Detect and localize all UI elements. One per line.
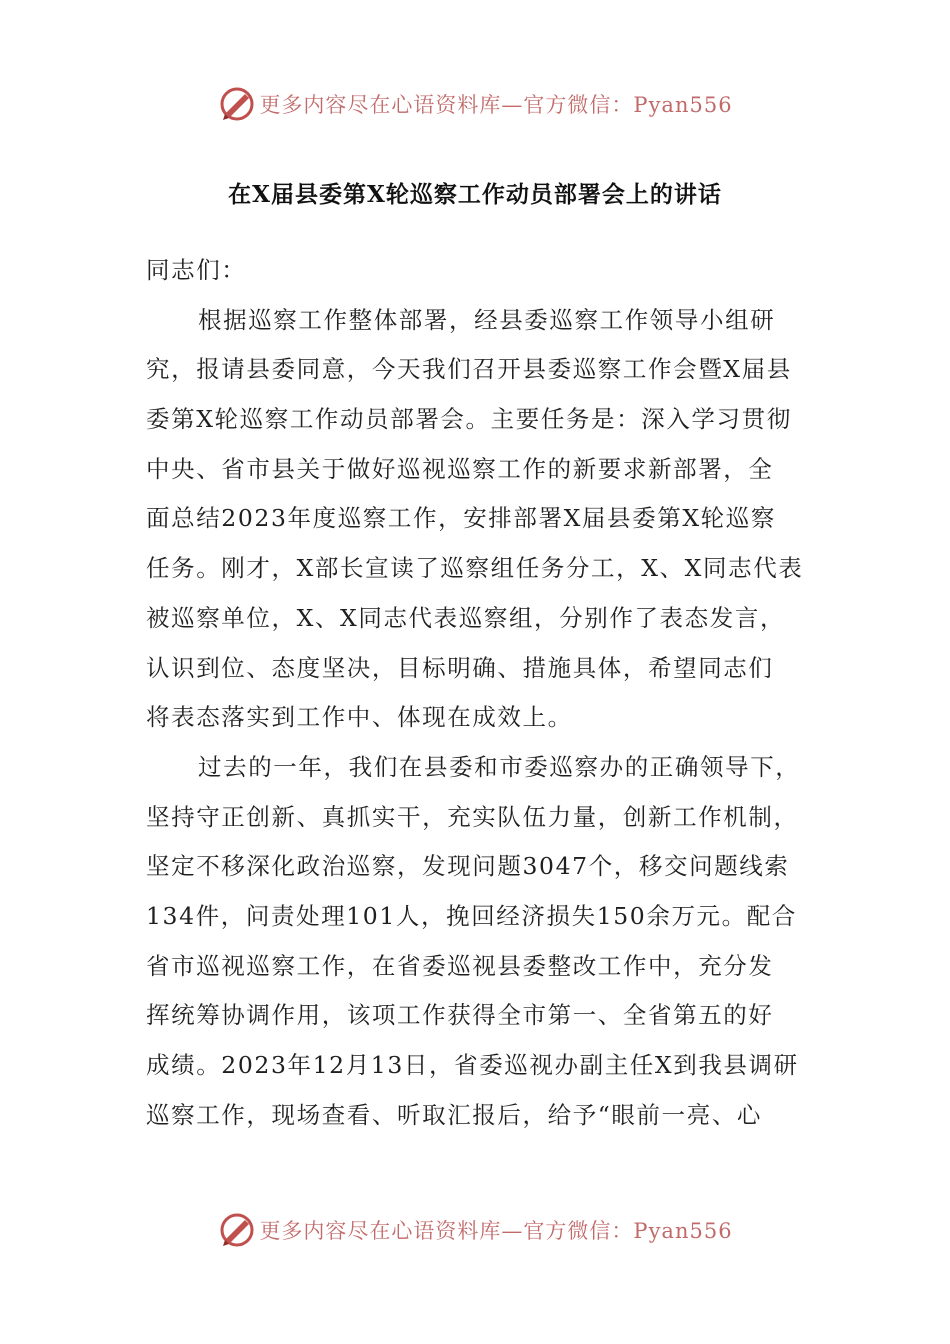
header-banner (0, 82, 950, 126)
paragraph-2 (146, 743, 812, 1141)
paragraph-line: 将表态落实到工作中、体现在成效上。 (146, 703, 573, 732)
paragraph-line: 面总结2023年度巡察工作，安排部署X届县委第X轮巡察 (146, 504, 776, 533)
paragraph-line: 巡察工作，现场查看、听取汇报后，给予“眼前一亮、心 (146, 1100, 763, 1129)
pen-logo-icon (217, 1210, 257, 1250)
paragraph-line: 根据巡察工作整体部署，经县委巡察工作领导小组研 (198, 305, 776, 334)
footer-banner (0, 1208, 950, 1252)
paragraph-line: 134件，问责处理101人，挽回经济损失150余万元。配合 (146, 901, 797, 930)
paragraph-line: 挥统筹协调作用，该项工作获得全市第一、全省第五的好 (146, 1001, 774, 1030)
paragraph-line: 坚定不移深化政治巡察，发现问题3047个，移交问题线索 (146, 852, 790, 881)
footer-banner-text: 更多内容尽在心语资料库—官方微信：Pyan556 (259, 1219, 733, 1243)
document-body (146, 246, 812, 1140)
header-banner-text: 更多内容尽在心语资料库—官方微信：Pyan556 (259, 93, 733, 117)
salutation: 同志们： (146, 256, 247, 284)
paragraph-1 (146, 296, 812, 743)
paragraph-line: 究，报请县委同意，今天我们召开县委巡察工作会暨X届县 (146, 355, 792, 384)
paragraph-line: 任务。刚才，X部长宣读了巡察组任务分工，X、X同志代表 (146, 554, 804, 583)
paragraph-line: 委第X轮巡察工作动员部署会。主要任务是：深入学习贯彻 (146, 405, 792, 434)
paragraph-line: 坚持守正创新、真抓实干，充实队伍力量，创新工作机制， (146, 802, 799, 831)
paragraph-line: 成绩。2023年12月13日，省委巡视办副主任X到我县调研 (146, 1051, 799, 1079)
paragraph-line: 被巡察单位，X、X同志代表巡察组，分别作了表态发言， (146, 603, 786, 632)
paragraph-line: 认识到位、态度坚决，目标明确、措施具体，希望同志们 (146, 653, 774, 682)
paragraph-line: 中央、省市县关于做好巡视巡察工作的新要求新部署，全 (146, 454, 774, 483)
pen-logo-icon (217, 84, 257, 124)
paragraph-line: 过去的一年，我们在县委和市委巡察办的正确领导下， (198, 752, 801, 781)
paragraph-line: 省市巡视巡察工作，在省委巡视县委整改工作中，充分发 (146, 951, 774, 980)
document-title: 在X届县委第X轮巡察工作动员部署会上的讲话 (228, 181, 722, 208)
